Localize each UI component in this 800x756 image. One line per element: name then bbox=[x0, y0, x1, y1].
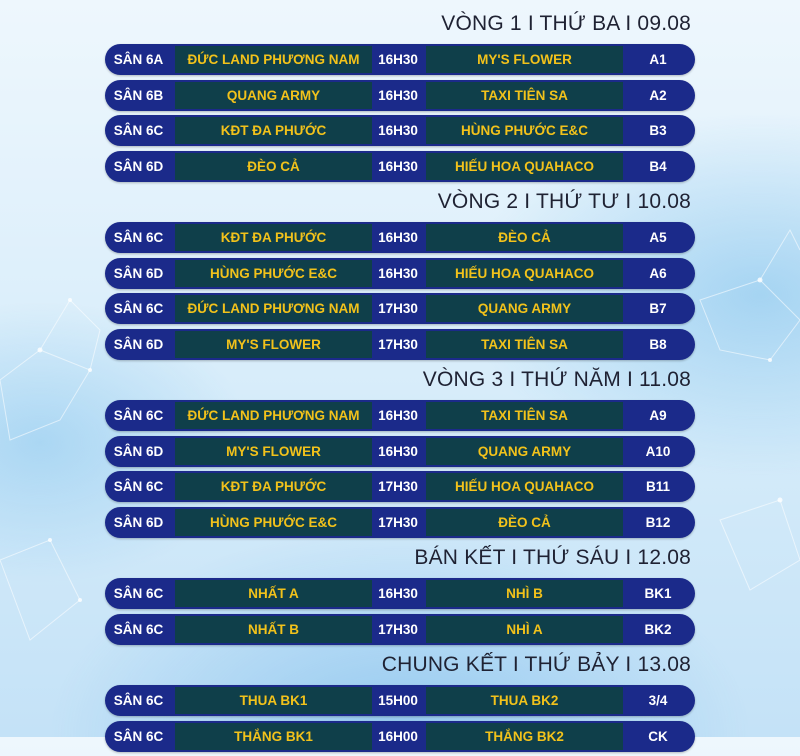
court-label: SÂN 6D bbox=[113, 158, 164, 174]
kickoff-time: 16H30 bbox=[378, 52, 418, 67]
match-code: B7 bbox=[649, 301, 667, 316]
match-row bbox=[105, 471, 695, 502]
home-team: NHẤT A bbox=[175, 580, 372, 607]
home-team: KĐT ĐA PHƯỚC bbox=[175, 224, 372, 251]
kickoff-time: 17H30 bbox=[378, 301, 418, 316]
home-team: HÙNG PHƯỚC E&C bbox=[175, 260, 372, 287]
away-team: QUANG ARMY bbox=[426, 438, 623, 465]
match-code: BK2 bbox=[644, 621, 672, 637]
match-code: B3 bbox=[649, 123, 667, 138]
home-team: ĐỨC LAND PHƯƠNG NAM bbox=[175, 46, 372, 73]
court-label: SÂN 6D bbox=[113, 265, 164, 281]
away-team: TAXI TIÊN SA bbox=[426, 82, 623, 109]
away-team: TAXI TIÊN SA bbox=[426, 331, 623, 358]
home-team: HÙNG PHƯỚC E&C bbox=[175, 509, 372, 536]
match-row bbox=[105, 721, 695, 752]
match-code: BK1 bbox=[644, 586, 672, 601]
round-heading: VÒNG 1 I THỨ BA I 09.08 bbox=[441, 12, 691, 35]
kickoff-time: 16H30 bbox=[378, 158, 418, 174]
match-row bbox=[105, 614, 695, 645]
home-team: ĐỨC LAND PHƯƠNG NAM bbox=[175, 402, 372, 429]
match-row bbox=[105, 436, 695, 467]
away-team: TAXI TIÊN SA bbox=[426, 402, 623, 429]
match-row bbox=[105, 151, 695, 182]
court-label: SÂN 6C bbox=[113, 301, 164, 316]
match-row bbox=[105, 329, 695, 360]
kickoff-time: 16H30 bbox=[378, 408, 418, 423]
match-row bbox=[105, 293, 695, 324]
schedule-list bbox=[105, 8, 695, 756]
kickoff-time: 15H00 bbox=[378, 693, 418, 708]
kickoff-time: 16H30 bbox=[378, 443, 418, 459]
match-code: A9 bbox=[649, 408, 667, 423]
match-row bbox=[105, 115, 695, 146]
away-team: HÙNG PHƯỚC E&C bbox=[426, 117, 623, 144]
match-code: A6 bbox=[649, 265, 667, 281]
away-team: THẮNG BK2 bbox=[426, 723, 623, 750]
round-heading: BÁN KẾT I THỨ SÁU I 12.08 bbox=[414, 546, 691, 569]
court-label: SÂN 6C bbox=[113, 479, 164, 494]
court-label: SÂN 6C bbox=[113, 728, 164, 744]
away-team: QUANG ARMY bbox=[426, 295, 623, 322]
away-team: ĐÈO CẢ bbox=[426, 509, 623, 536]
kickoff-time: 16H00 bbox=[378, 728, 418, 744]
home-team: MY'S FLOWER bbox=[175, 438, 372, 465]
away-team: NHÌ A bbox=[426, 616, 623, 643]
court-label: SÂN 6D bbox=[113, 336, 164, 352]
match-row bbox=[105, 400, 695, 431]
court-label: SÂN 6C bbox=[113, 230, 164, 245]
match-code: B12 bbox=[645, 514, 671, 530]
round-heading: CHUNG KẾT I THỨ BẢY I 13.08 bbox=[381, 653, 691, 676]
match-row bbox=[105, 222, 695, 253]
match-code: B4 bbox=[649, 158, 667, 174]
home-team: NHẤT B bbox=[175, 616, 372, 643]
match-code: A5 bbox=[649, 230, 667, 245]
home-team: MY'S FLOWER bbox=[175, 331, 372, 358]
kickoff-time: 16H30 bbox=[378, 586, 418, 601]
match-code: B11 bbox=[645, 479, 671, 494]
kickoff-time: 17H30 bbox=[378, 479, 418, 494]
home-team: KĐT ĐA PHƯỚC bbox=[175, 117, 372, 144]
match-row bbox=[105, 685, 695, 716]
court-label: SÂN 6C bbox=[113, 123, 164, 138]
kickoff-time: 16H30 bbox=[378, 123, 418, 138]
court-label: SÂN 6C bbox=[113, 408, 164, 423]
kickoff-time: 16H30 bbox=[378, 87, 418, 103]
match-code: A1 bbox=[649, 52, 667, 67]
home-team: THUA BK1 bbox=[175, 687, 372, 714]
match-code: A10 bbox=[645, 443, 671, 459]
match-code: CK bbox=[648, 728, 668, 744]
home-team: QUANG ARMY bbox=[175, 82, 372, 109]
away-team: NHÌ B bbox=[426, 580, 623, 607]
home-team: THẮNG BK1 bbox=[175, 723, 372, 750]
court-label: SÂN 6C bbox=[113, 693, 164, 708]
match-row bbox=[105, 80, 695, 111]
court-label: SÂN 6A bbox=[113, 52, 164, 67]
match-row bbox=[105, 507, 695, 538]
match-row bbox=[105, 258, 695, 289]
match-code: 3/4 bbox=[648, 693, 668, 708]
kickoff-time: 17H30 bbox=[378, 621, 418, 637]
kickoff-time: 17H30 bbox=[378, 514, 418, 530]
round-heading: VÒNG 3 I THỨ NĂM I 11.08 bbox=[422, 368, 691, 391]
court-label: SÂN 6C bbox=[113, 586, 164, 601]
away-team: THUA BK2 bbox=[426, 687, 623, 714]
match-row bbox=[105, 44, 695, 75]
court-label: SÂN 6D bbox=[113, 443, 164, 459]
home-team: ĐÈO CẢ bbox=[175, 153, 372, 180]
away-team: HIẾU HOA QUAHACO bbox=[426, 260, 623, 287]
away-team: ĐÈO CẢ bbox=[426, 224, 623, 251]
away-team: HIẾU HOA QUAHACO bbox=[426, 153, 623, 180]
home-team: ĐỨC LAND PHƯƠNG NAM bbox=[175, 295, 372, 322]
match-code: A2 bbox=[649, 87, 667, 103]
kickoff-time: 17H30 bbox=[378, 336, 418, 352]
court-label: SÂN 6B bbox=[113, 87, 164, 103]
round-heading: VÒNG 2 I THỨ TƯ I 10.08 bbox=[437, 190, 691, 213]
kickoff-time: 16H30 bbox=[378, 265, 418, 281]
court-label: SÂN 6D bbox=[113, 514, 164, 530]
match-code: B8 bbox=[649, 336, 667, 352]
match-row bbox=[105, 578, 695, 609]
away-team: MY'S FLOWER bbox=[426, 46, 623, 73]
court-label: SÂN 6C bbox=[113, 621, 164, 637]
away-team: HIẾU HOA QUAHACO bbox=[426, 473, 623, 500]
home-team: KĐT ĐA PHƯỚC bbox=[175, 473, 372, 500]
kickoff-time: 16H30 bbox=[378, 230, 418, 245]
